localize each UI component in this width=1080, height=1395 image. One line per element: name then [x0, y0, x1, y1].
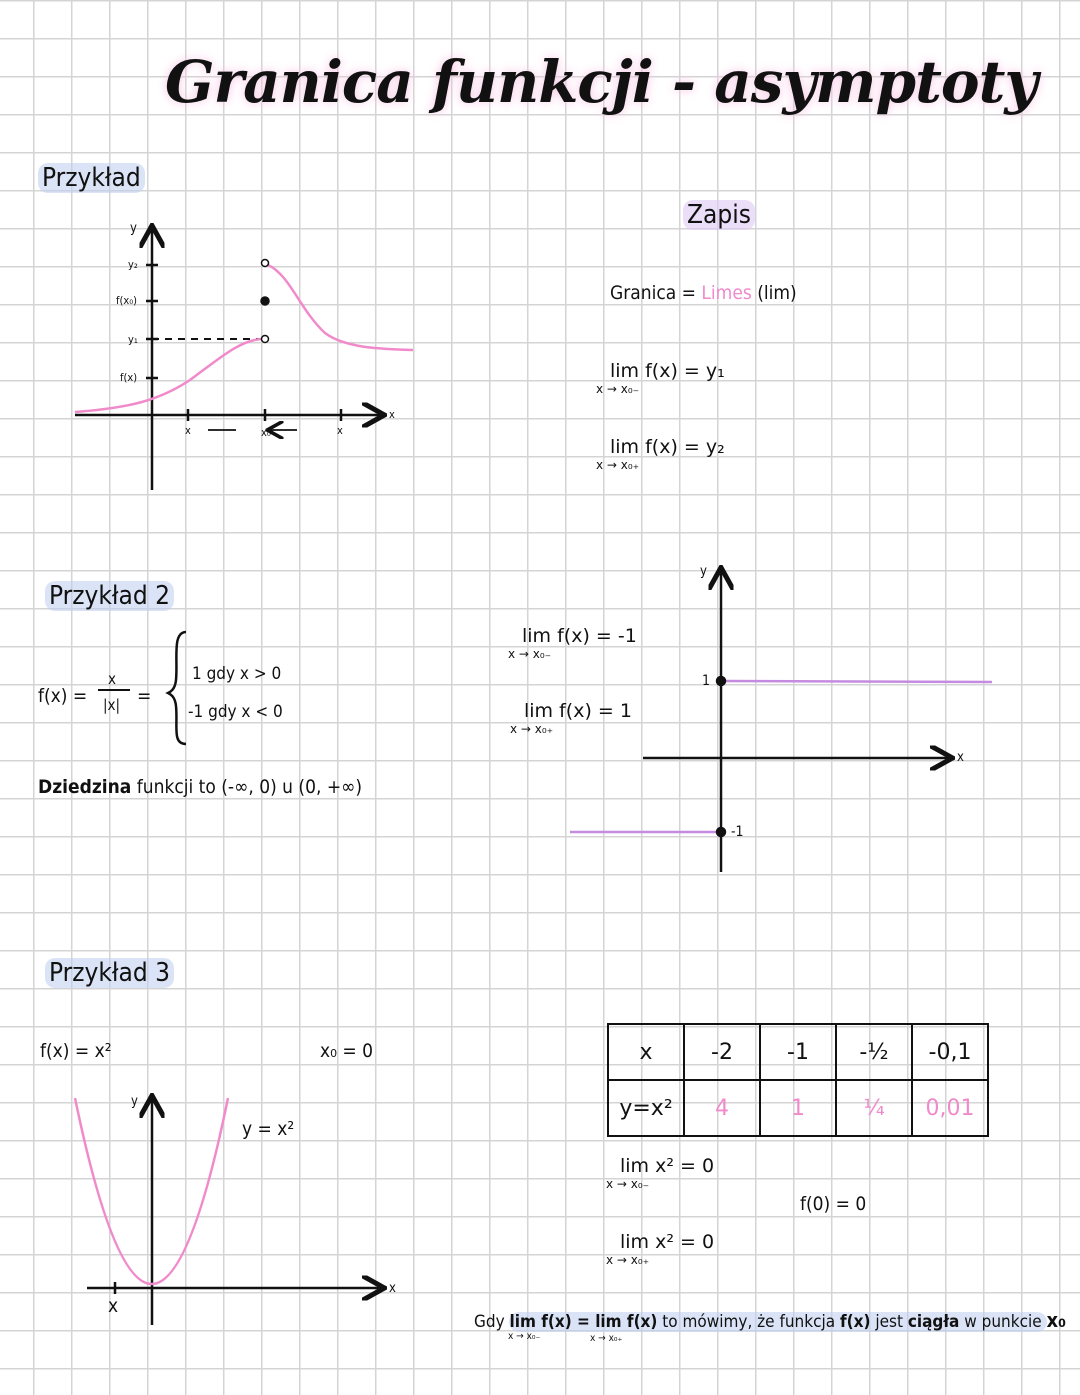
- graph-2: [570, 570, 992, 872]
- equals: =: [137, 685, 152, 707]
- numerator: x: [108, 670, 116, 688]
- y2-label: y₂: [128, 258, 138, 271]
- brace: [168, 632, 186, 744]
- table-cell: -½: [836, 1024, 912, 1080]
- table-cell: ¼: [836, 1080, 912, 1136]
- y-axis-label: y: [130, 221, 137, 236]
- ex3-x-mark: x: [108, 1295, 119, 1317]
- note-page: Granica funkcji - asymptoty Przykład y y₂ f(x₀) y₁ f(x) x x₀ x x Zapis Granica = Limes (lim) lim f(x) = y₁ x → x₀₋ lim f(x) = y₂ x → x₀₊ Przykład 2 f(x) = x |x| = 1 gdy x > 0 -1 gdy x < 0 Dziedzina funkcji to (-∞, 0) u (0, +∞) lim f(x) = -1 x → x₀₋ lim f(x) = 1 x → x₀₊ y 1 -1 x Przykład 3 f(x) = x² x₀ = 0 y y = x² x x x -2 -1 -½ -0,1 y=x² 4 1 ¼ 0,01 lim x² = 0 x → x₀₋ lim x² = 0 x → x₀₊ f(0) = 0 Gdy lim f(x) = lim f(x) to mówimy, że funkcja f(x) jest ciągła w punkcie x₀ x → x₀₋ x → x₀₊: [0, 0, 1080, 1395]
- fx0-label: f(x₀): [116, 294, 138, 307]
- ex3-x0: x₀ = 0: [320, 1040, 374, 1062]
- table-cell: -2: [684, 1024, 760, 1080]
- example2-heading: Przykład 2: [45, 581, 174, 611]
- table-row: [608, 1024, 988, 1080]
- y1-label: y₁: [128, 333, 138, 346]
- footer-sub-right: x → x₀₊: [590, 1333, 623, 1344]
- example1-heading: Przykład: [38, 163, 145, 193]
- ex3-y-label: y: [131, 1094, 138, 1109]
- table-cell: x: [608, 1024, 684, 1080]
- table-cell: 4: [684, 1080, 760, 1136]
- x-axis-label: x: [389, 408, 395, 421]
- domain-text: Dziedzina funkcji to (-∞, 0) u (0, +∞): [38, 776, 363, 798]
- granica-definition: Granica = Limes (lim): [610, 282, 797, 304]
- ex3-function: f(x) = x²: [40, 1040, 112, 1062]
- case-negative: -1 gdy x < 0: [188, 702, 283, 722]
- f0-value: f(0) = 0: [800, 1193, 867, 1215]
- graph-1: [75, 228, 413, 490]
- page-title: Granica funkcji - asymptoty: [165, 48, 1038, 116]
- ex2-y-label: y: [700, 564, 707, 579]
- continuity-statement: Gdy lim f(x) = lim f(x) to mówimy, że funkcja f(x) jest ciągła w punkcie x₀: [474, 1308, 1066, 1332]
- case-positive: 1 gdy x > 0: [192, 664, 282, 684]
- table-cell: 0,01: [912, 1080, 988, 1136]
- ex2-minus-one-label: -1: [731, 824, 744, 840]
- graph-3: [75, 1098, 382, 1325]
- x0-label: x₀: [261, 426, 271, 439]
- table-cell: 1: [760, 1080, 836, 1136]
- ex3-x-axis-label: x: [389, 1281, 396, 1296]
- table-cell: y=x²: [608, 1080, 684, 1136]
- denominator: |x|: [103, 696, 121, 714]
- fx-label: f(x): [120, 371, 138, 384]
- example3-heading: Przykład 3: [45, 958, 174, 988]
- table-cell: -0,1: [912, 1024, 988, 1080]
- value-table: [607, 1023, 989, 1137]
- ex2-one-label: 1: [702, 673, 711, 689]
- ex2-x-label: x: [957, 750, 964, 765]
- footer-sub-left: x → x₀₋: [508, 1331, 541, 1342]
- parabola-label: y = x²: [242, 1118, 295, 1140]
- x-right-label: x: [337, 424, 343, 437]
- zapis-heading: Zapis: [683, 200, 755, 230]
- function-def: f(x) =: [38, 685, 88, 707]
- x-left-label: x: [185, 424, 191, 437]
- table-cell: -1: [760, 1024, 836, 1080]
- table-row: [608, 1080, 988, 1136]
